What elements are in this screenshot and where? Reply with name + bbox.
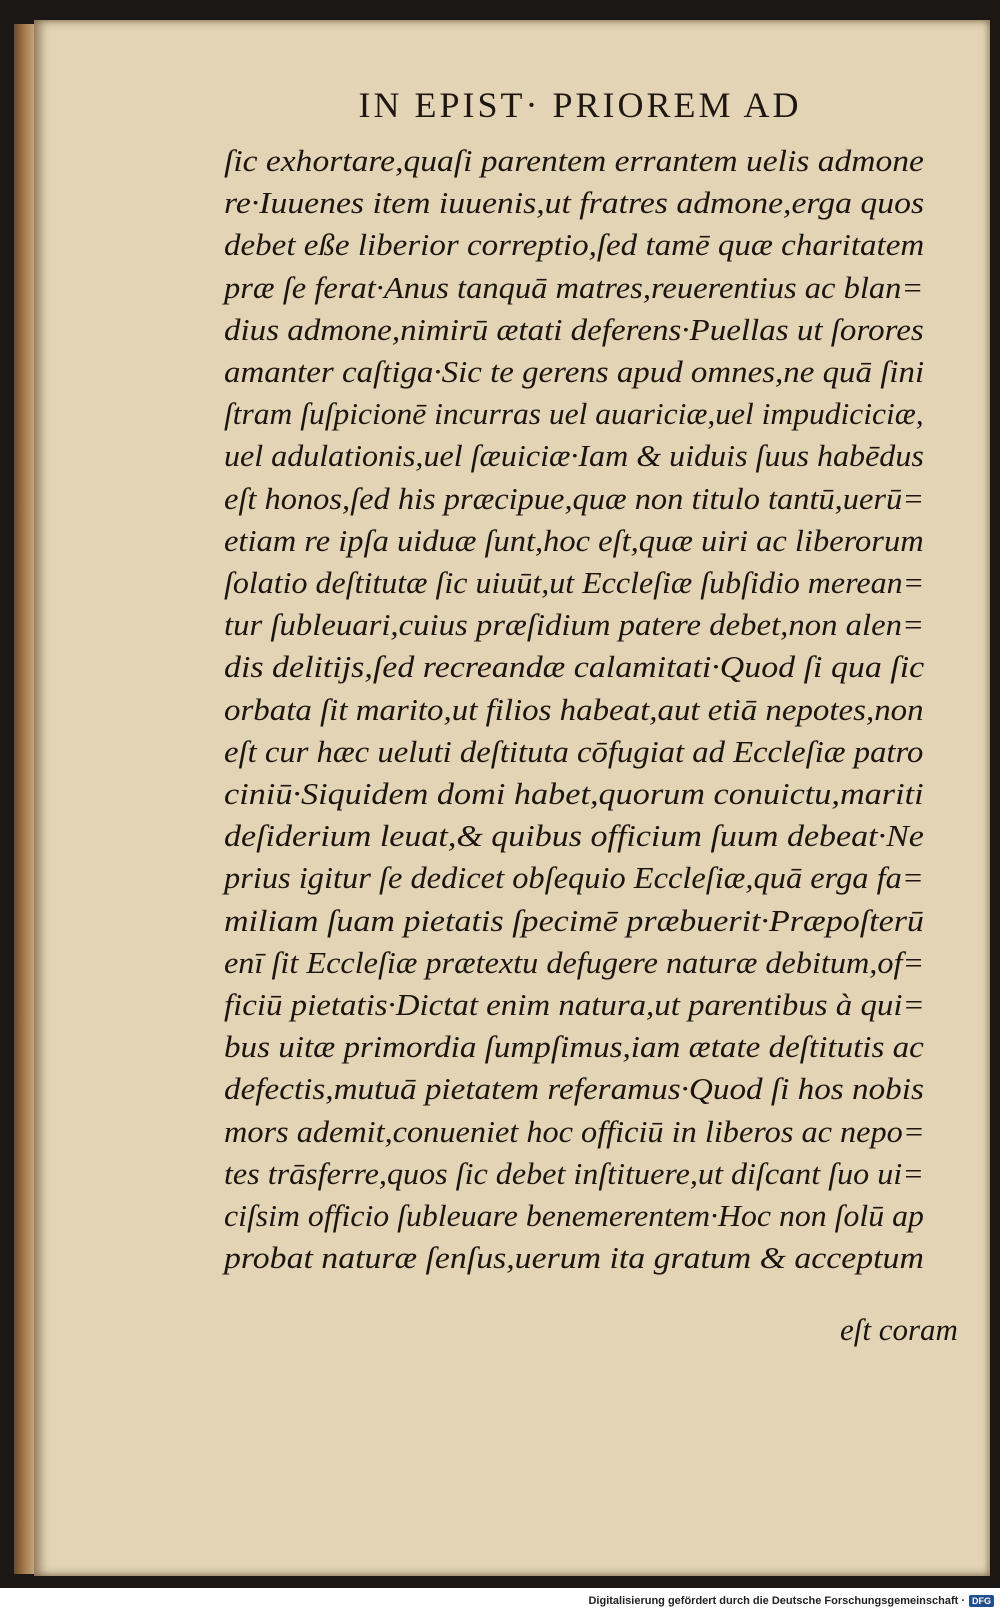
- text-line: dis delitijs,ſed recreandæ calamitati·Quod ſi qua ſic: [224, 649, 925, 685]
- text-line: mors ademit,conueniet hoc officiū in liberos ac nepo=: [224, 1113, 925, 1149]
- text-line: probat naturæ ſenſus,uerum ita gratum & acceptum: [224, 1240, 924, 1276]
- text-line: enī ſit Eccleſiæ prætextu defugere naturæ debitum,of=: [224, 944, 925, 980]
- text-line: defectis,mutuā pietatem referamus·Quod ſi hos nobis: [224, 1071, 924, 1107]
- text-line: præ ſe ferat·Anus tanquā matres,reuerentius ac blan=: [224, 269, 924, 305]
- text-line: dius admone,nimirū ætati deferens·Puellas ut ſorores: [224, 311, 924, 347]
- text-line: etiam re ipſa uiduæ ſunt,hoc eſt,quæ uiri ac liberorum: [224, 522, 924, 558]
- text-line: miliam ſuam pietatis ſpecimē præbuerit·Præpoſterū: [224, 902, 924, 938]
- text-line: deſiderium leuat,& quibus officium ſuum debeat·Ne: [224, 818, 924, 854]
- running-head: IN EPIST· PRIOREM AD: [358, 85, 802, 125]
- text-line: uel adulationis,uel ſæuiciæ·Iam & uiduis ſuus habēdus: [224, 438, 924, 474]
- text-line: amanter caſtiga·Sic te gerens apud omnes,ne quā ſini: [224, 354, 925, 390]
- text-line: ciniū·Siquidem domi habet,quorum conuictu,mariti: [224, 776, 924, 812]
- digitization-footer: [588, 1595, 994, 1607]
- body-text: [224, 140, 944, 1279]
- footer-text: Digitalisierung gefördert durch die Deutsche Forschungsgemeinschaft ·: [588, 1595, 965, 1607]
- text-line: ſic exhortare,quaſi parentem errantem uelis admone: [224, 143, 924, 178]
- text-line: tur ſubleuari,cuius præſidium patere debet,non alen=: [224, 607, 925, 643]
- page-gutter-edge: [14, 24, 36, 1574]
- text-line: re·Iuuenes item iuuenis,ut fratres admone,erga quos: [224, 185, 925, 221]
- dfg-logo: DFG: [969, 1595, 994, 1607]
- text-line: eſt cur hæc ueluti deſtituta cōfugiat ad Eccleſiæ patro: [224, 733, 924, 769]
- text-line: orbata ſit marito,ut filios habeat,aut etiā nepotes,non: [224, 691, 924, 727]
- text-line: ſolatio deſtitutæ ſic uiuūt,ut Eccleſiæ ſubſidio merean=: [224, 565, 925, 601]
- text-line: bus uitæ primordia ſumpſimus,iam ætate deſtitutis ac: [224, 1029, 924, 1065]
- text-line: eſt honos,ſed his præcipue,quæ non titulo tantū,uerū=: [224, 480, 925, 516]
- text-line: debet eße liberior correptio,ſed tamē quæ charitatem: [224, 227, 925, 263]
- text-line: ficiū pietatis·Dictat enim natura,ut parentibus à qui=: [224, 987, 925, 1023]
- text-line: tes trāsferre,quos ſic debet inſtituere,ut diſcant ſuo ui=: [224, 1155, 924, 1191]
- catchword: eſt coram: [840, 1312, 958, 1347]
- text-line: prius igitur ſe dedicet obſequio Eccleſiæ,quā erga fa=: [224, 860, 924, 896]
- text-line: ciſsim officio ſubleuare benemerentem·Hoc non ſolū ap: [224, 1198, 924, 1234]
- text-line: ſtram ſuſpicionē incurras uel auariciæ,uel impudiciciæ,: [224, 396, 924, 432]
